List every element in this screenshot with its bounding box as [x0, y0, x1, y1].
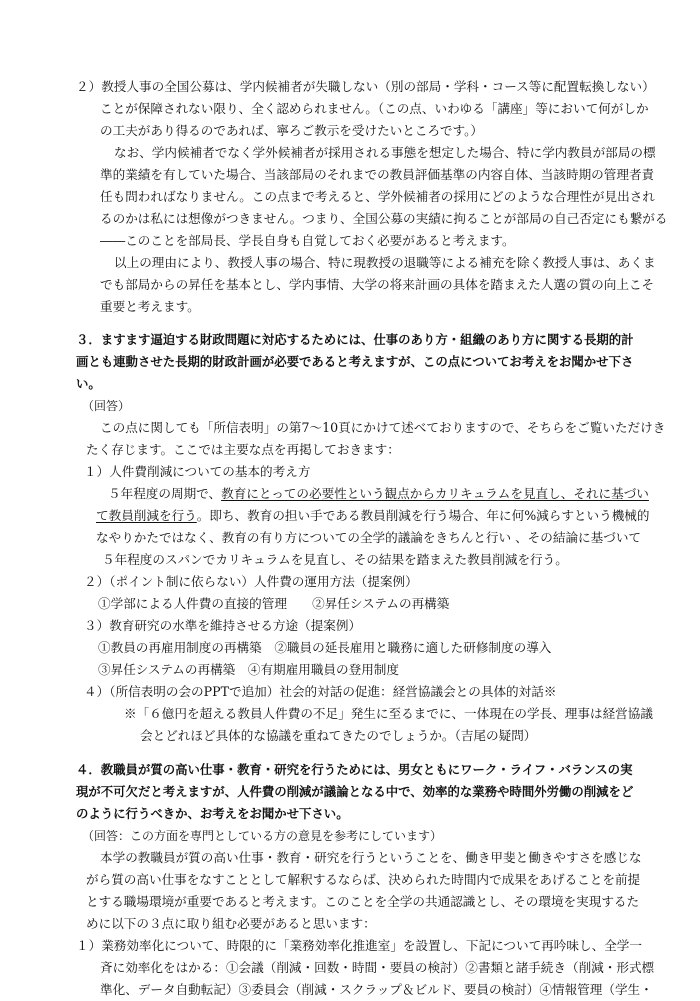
q3-item4-note-line-2: 会とどれほど具体的な協議を重ねてきたのでしょうか。（吉尾の疑問）	[140, 728, 537, 743]
q3-item1-line-4: ５年程度のスパンでカリキュラムを見直し、その結果を踏まえた教員削減を行う。	[102, 552, 568, 567]
q3-item2-title: ２）（ポイント制に依らない）人件費の運用方法（提案例）	[84, 574, 418, 589]
q4-item1-line-1: １）業務効率化について、時限的に「業務効率化推進室」を設置し、下記について再吟味し、全学一	[76, 938, 642, 953]
q3-item2-list: ①学部による人件費の直接的管理 ②昇任システムの再構築	[98, 596, 450, 611]
q4-paragraph-line-3: とする職場環境が重要であると考えます。このことを全学の共通認識とし、その環境を実現するた	[86, 894, 640, 909]
q4-item1-line-3: 準化、データ自動転記）③委員会（削減・スクラップ＆ビルド、要員の検討）④情報管理（学生・	[100, 982, 653, 997]
sec2-line-2: ことが保障されない限り、全く認められません。（この点、いわゆる「講座」等において何がしか	[100, 101, 649, 116]
sec2-line-11: 重要と考えます。	[100, 299, 200, 314]
q4-paragraph-line-4: めに以下の３点に取り組む必要があると思います：	[86, 916, 376, 931]
q3-item1-line-1-text: ５年程度の周期で、	[108, 486, 222, 501]
q3-heading-line-3: い。	[76, 376, 101, 391]
q3-paragraph-line-1: この点に関しても「所信表明」の第7～10頁にかけて述べておりますので、そちらをご覧いただけき	[100, 420, 666, 435]
q4-heading-line-3: のように行うべきか、お考えをお聞かせ下さい。	[76, 806, 349, 821]
q3-item4-title: ４）（所信表明の会のPPTで追加）社会的対話の促進：経営協議会との具体的対話※	[84, 684, 557, 699]
q4-paragraph-line-2: がら質の高い仕事をなすこととして解釈するならば、決められた時間内で成果をあげることを前提	[86, 872, 641, 887]
q3-item1-line-2	[0, 505, 700, 527]
q3-heading-line-1: ３．ますます逼迫する財政問題に対応するためには、仕事のあり方・組織のあり方に関する長期的計	[76, 332, 634, 347]
q4-heading-line-2: 現が不可欠だと考えますが、人件費の削減が議論となる中で、効率的な業務や時間外労働の削減をど	[76, 784, 634, 799]
q3-item3-list-1: ①教員の再雇用制度の再構築 ②職員の延長雇用と職務に適した研修制度の導入	[98, 640, 552, 655]
q3-heading-line-2: 画とも連動させた長期的財政計画が必要であると考えますが、この点についてお考えをお聞かせ下さ	[76, 354, 634, 369]
q4-answer-label: （回答：この方面を専門としている方の意見を参考にしています）	[82, 829, 443, 843]
q3-item1-underlined-text-2: て教員削減を行う	[96, 508, 197, 523]
sec2-line-7: るのかは私には想像がつきません。つまり、全国公募の実績に拘ることが部局の自己否定にも繋がる	[100, 211, 668, 226]
q3-item3-title: ３）教育研究の水準を維持させる方途（提案例）	[84, 618, 362, 633]
q3-item1-underlined-text-1: 教育にとっての必要性という観点からカリキュラムを見直し、それに基づい	[221, 486, 649, 501]
sec2-line-6: 任も問わればなりません。この点まで考えると、学外候補者の採用にどのような合理性が見出され	[100, 189, 655, 204]
q4-heading-line-1: ４．教職員が質の高い仕事・教育・研究を行うためには、男女ともにワーク・ライフ・バランスの実	[76, 762, 633, 777]
sec2-line-10: でも部局からの昇任を基本とし、学内事情、大学の将来計画の具体を踏まえた人選の質の向上こそ	[100, 277, 655, 292]
q4-paragraph-line-1: 本学の教職員が質の高い仕事・教育・研究を行うということを、働き甲斐と働きやすさを感じな	[100, 850, 642, 865]
q4-item1-line-2: 斉に効率化をはかる：①会議（削減・回数・時間・要員の検討）②書類と諸手続き（削減・形式標	[100, 960, 655, 975]
q3-item1-line-2-text: 。即ち、教育の担い手である教員削減を行う場合、年に何%減らすという機械的	[196, 508, 650, 523]
q3-paragraph-line-2: たく存じます。ここでは主要な点を再掲しておきます：	[86, 442, 400, 457]
sec2-line-9: 以上の理由により、教授人事の場合、特に現教授の退職等による補充を除く教授人事は、あくま	[114, 255, 656, 270]
sec2-line-3: の工夫があり得るのであれば、寧ろご教示を受けたいところです。）	[100, 123, 483, 138]
sec2-line-5: 準的業績を有していた場合、当該部局のそれまでの教員評価基準の内容自体、当該時期の管理者責	[100, 167, 655, 182]
q3-item1-title: １）人件費削減についての基本的考え方	[84, 464, 311, 479]
sec2-line-8: ――このことを部局長、学長自身も自覚しておく必要があると考えます。	[100, 233, 515, 248]
q3-answer-label: （回答）	[82, 399, 131, 413]
q3-item1-line-1	[0, 483, 700, 505]
q3-item4-note-line-1: ※「６億円を超える教員人件費の不足」発生に至るまでに、一体現在の学長、理事は経営協議	[124, 706, 653, 721]
sec2-line-4: なお、学内候補者でなく学外候補者が採用される事態を想定した場合、特に学内教員が部局の標	[114, 145, 656, 160]
q3-item3-list-2: ③昇任システムの再構築 ④有期雇用職員の登用制度	[98, 662, 399, 677]
sec2-line-1: ２）教授人事の全国公募は、学内候補者が失職しない（別の部局・学科・コース等に配置転換しない）	[76, 79, 655, 94]
q3-item1-line-3: なやりかたではなく、教育の有り方についての全学的議論をきちんと行い 、その結論に基づいて	[96, 530, 642, 545]
